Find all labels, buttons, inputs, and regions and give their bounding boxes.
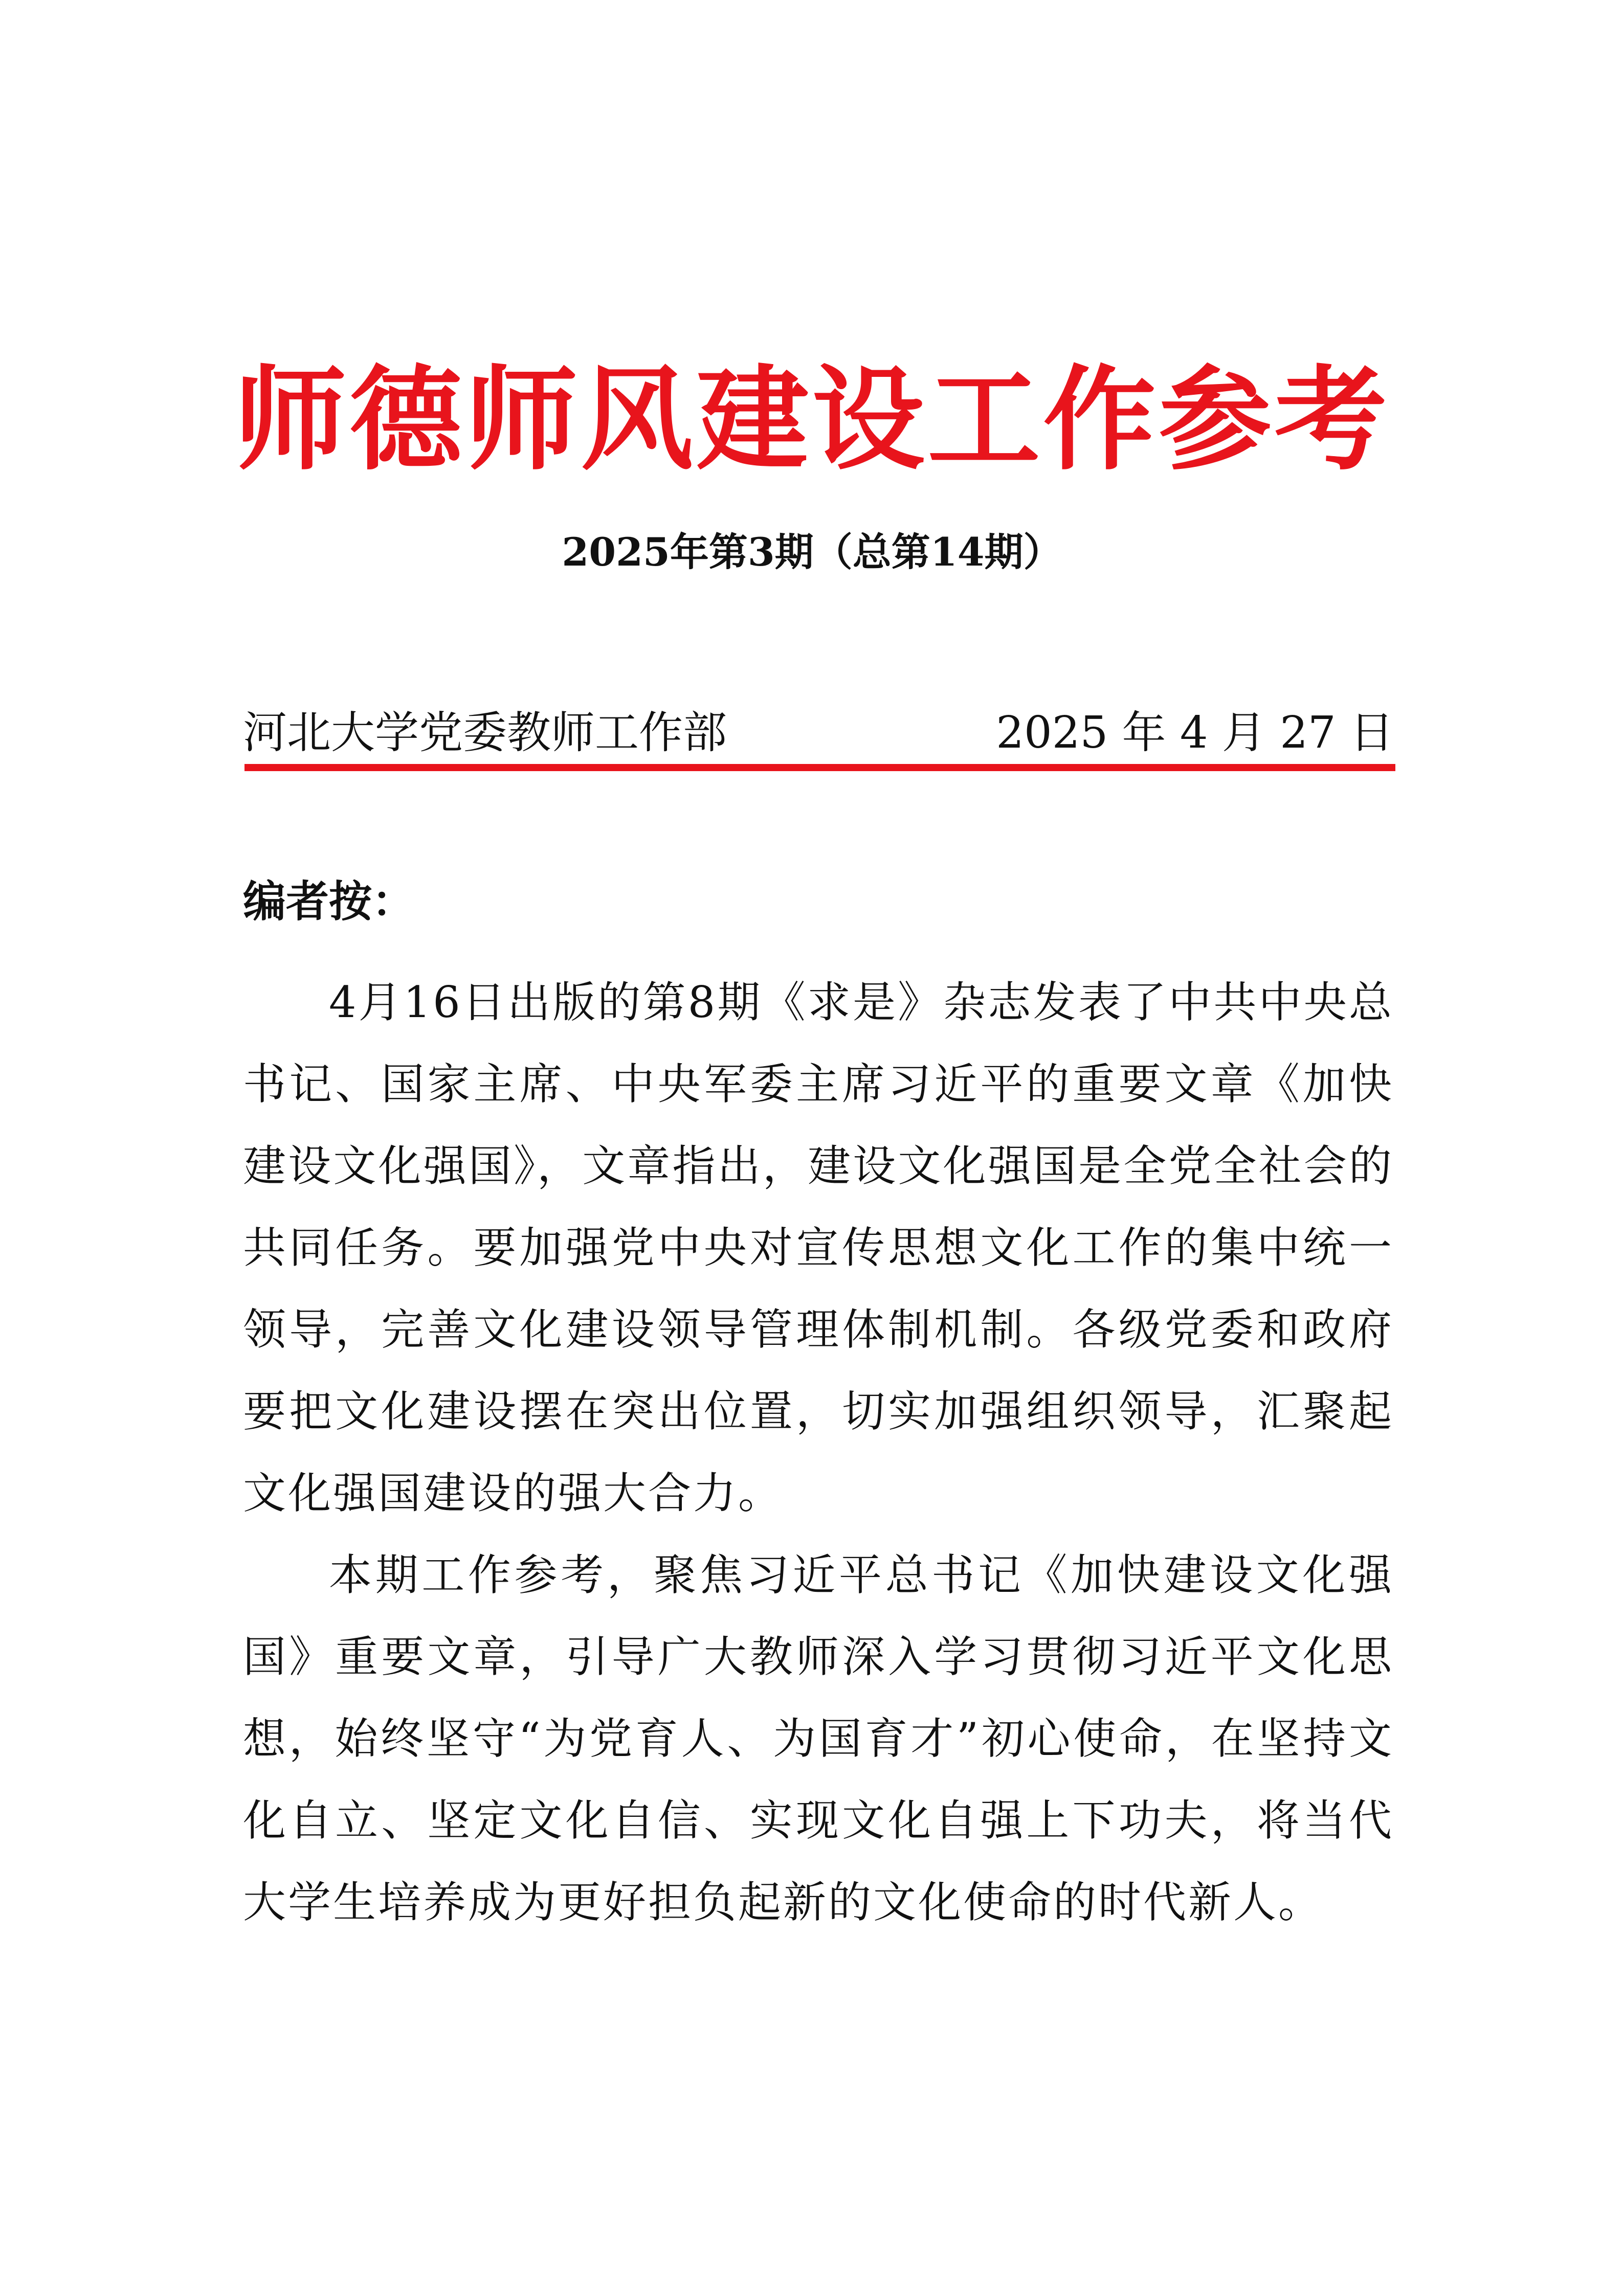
editor-note-heading: 编者按： <box>243 876 415 927</box>
issue-number: 2025年第3期（总第14期） <box>562 529 1062 575</box>
publisher-line <box>243 705 1394 761</box>
masthead-title: 师德师风建设工作参考 <box>234 353 1390 485</box>
editor-note-paragraph-2: 本期工作参考，聚焦习近平总书记《加快建设文化强国》重要文章，引导广大教师深入学习贯彻习近平文化思想，始终坚守“为党育人、为国育才”初心使命，在坚持文化自立、坚定文化自信、实现文化自强上下功夫，将当代大学生培养成为更好担负起新的文化使命的时代新人。 <box>243 1550 1394 1927</box>
publish-date: 2025 年 4 月 27 日 <box>996 707 1394 758</box>
editor-note-paragraph-1: 4月16日出版的第8期《求是》杂志发表了中共中央总书记、国家主席、中央军委主席习近平的重要文章《加快建设文化强国》，文章指出，建设文化强国是全党全社会的共同任务。要加强党中央对宣传思想文化工作的集中统一领导，完善文化建设领导管理体制机制。各级党委和政府要把文化建设摆在突出位置，切实加强组织领导，汇聚起文化强国建设的强大合力。 <box>243 977 1394 1518</box>
publisher-name: 河北大学党委教师工作部 <box>243 707 727 758</box>
red-divider-rule <box>244 764 1395 771</box>
